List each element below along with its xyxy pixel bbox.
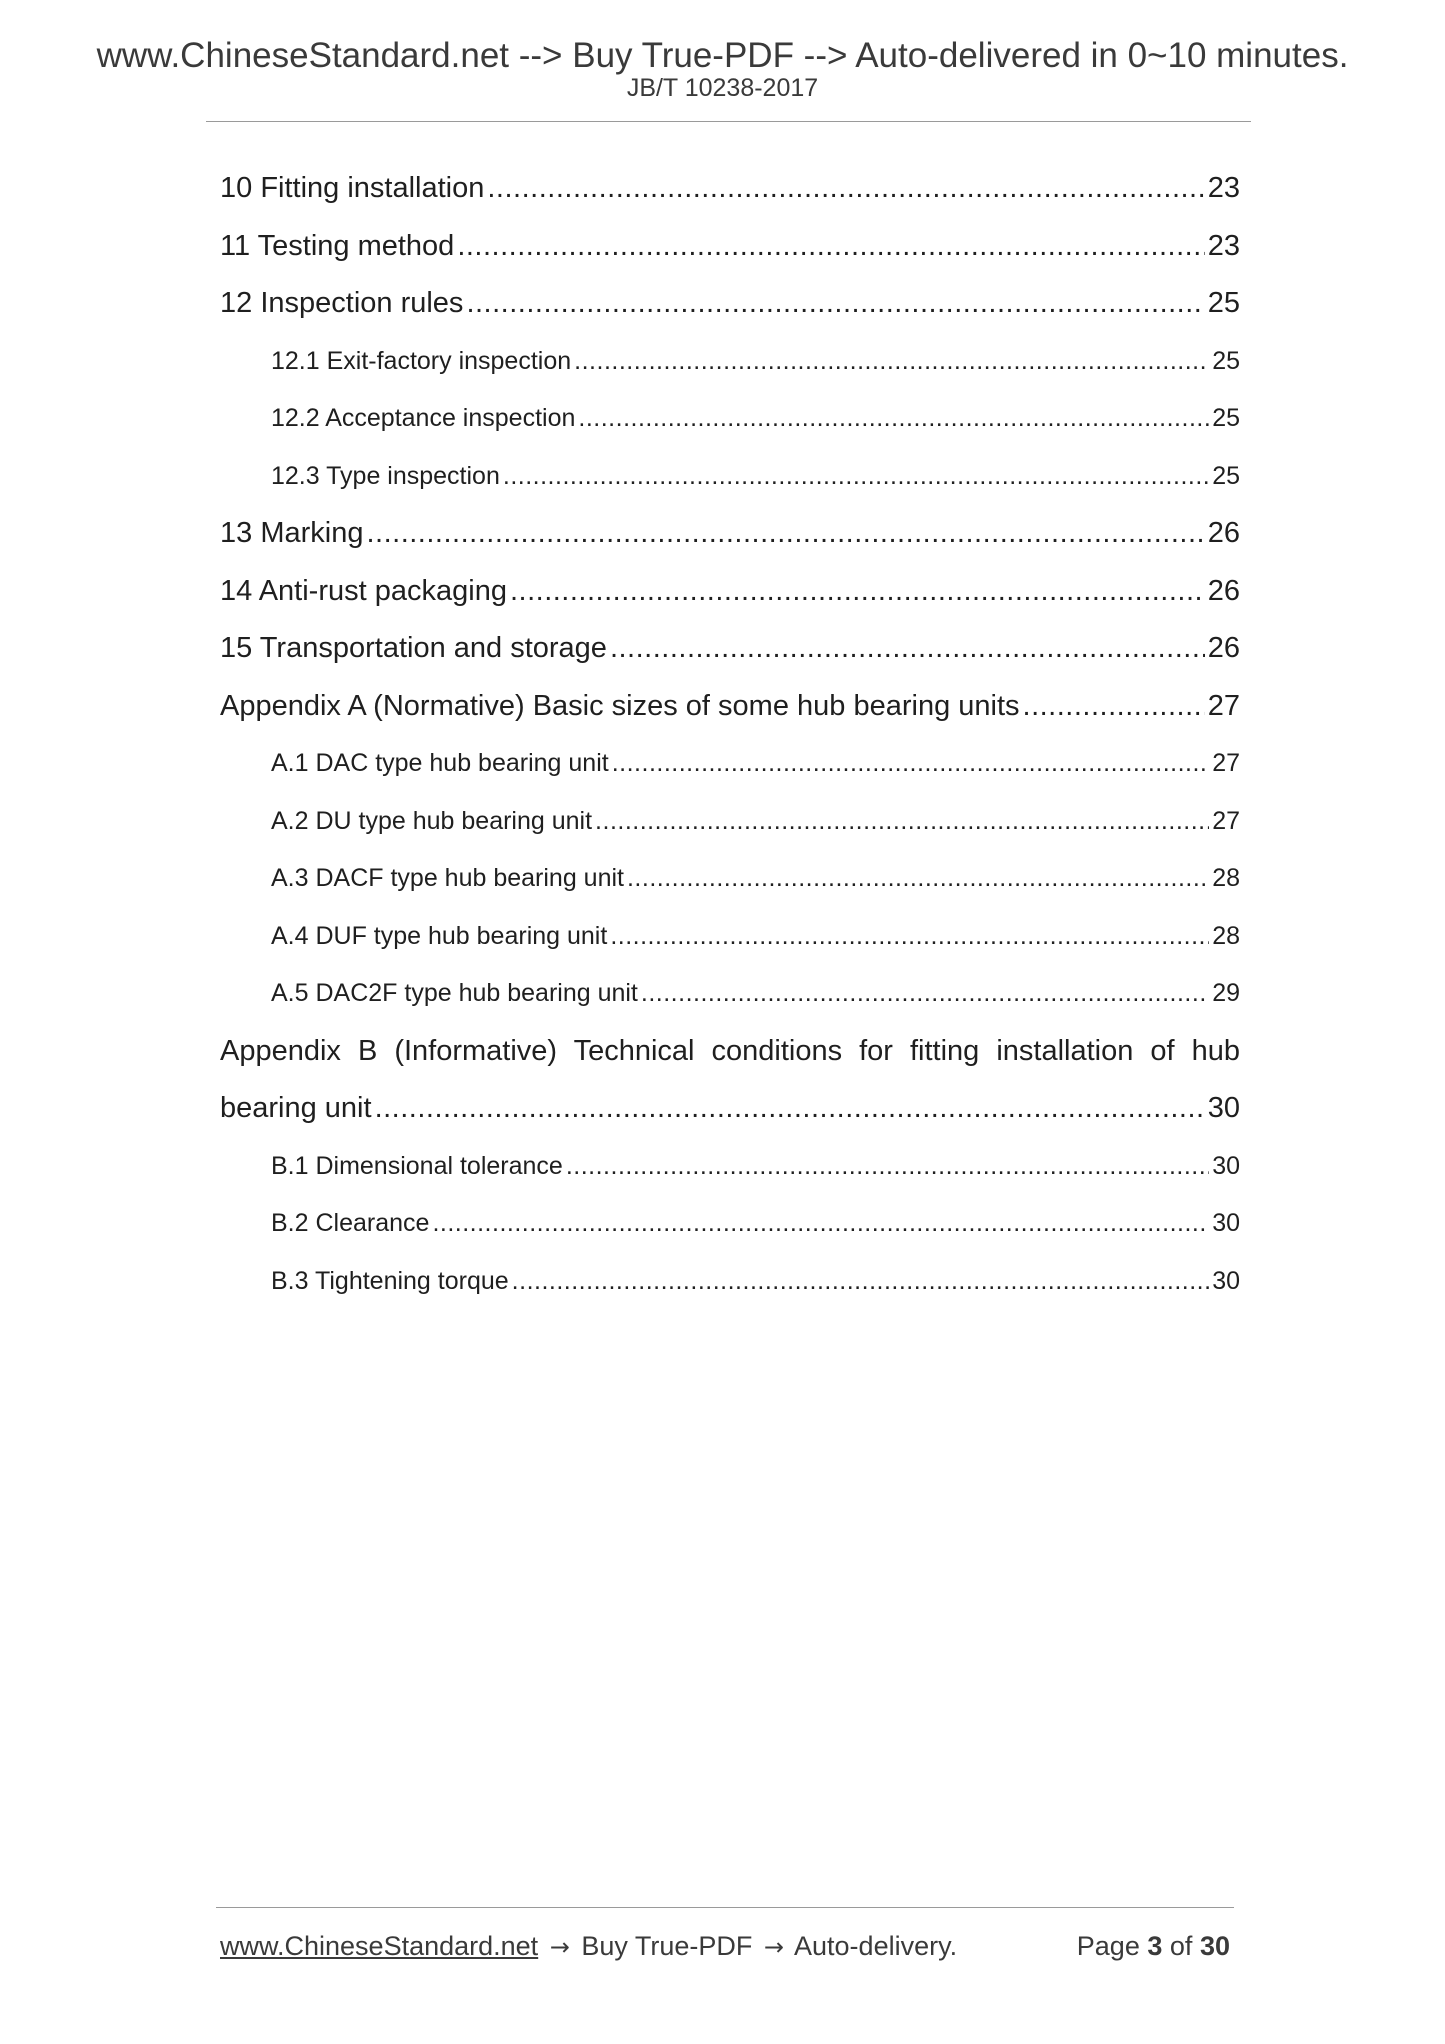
toc-entry-page: 23 (1207, 172, 1240, 204)
toc-leader-dots (503, 448, 1209, 506)
toc-entry[interactable] (220, 620, 1240, 678)
toc-leader-dots (574, 333, 1209, 391)
toc-subentry[interactable] (220, 1138, 1240, 1196)
toc-entry-title: bearing unit (220, 1092, 372, 1124)
toc-entry[interactable] (220, 678, 1240, 736)
toc-entry-title: 12 Inspection rules (220, 287, 464, 319)
toc-leader-dots (512, 1253, 1210, 1311)
footer-delivery-text: Auto-delivery. (794, 1931, 958, 1961)
page-footer (220, 1926, 1230, 1966)
page-current: 3 (1147, 1931, 1163, 1961)
toc-entry-page: 25 (1207, 287, 1240, 319)
toc-entry-page: 27 (1212, 806, 1240, 835)
toc-leader-dots (466, 275, 1204, 333)
toc-entry-page: 30 (1212, 1266, 1240, 1295)
footer-divider (216, 1907, 1234, 1908)
toc-entry-page: 27 (1207, 689, 1240, 722)
toc-entry-page: 30 (1212, 1209, 1240, 1237)
page-of-label: of (1169, 1931, 1193, 1961)
toc-entry-page: 25 (1212, 404, 1240, 432)
toc-leader-dots (457, 218, 1204, 276)
toc-entry[interactable] (220, 1080, 1240, 1138)
toc-entry[interactable] (220, 218, 1240, 276)
toc-leader-dots (487, 160, 1204, 218)
table-of-contents (220, 160, 1240, 1310)
toc-entry-title: A.1 DAC type hub bearing unit (271, 749, 609, 777)
toc-entry-page: 28 (1212, 921, 1240, 950)
toc-leader-dots (610, 620, 1205, 678)
header-banner: www.ChineseStandard.net --> Buy True-PDF --> Auto-delivered in 0~10 minutes. (96, 36, 1349, 75)
toc-entry[interactable] (220, 275, 1240, 333)
toc-subentry[interactable] (220, 448, 1240, 506)
toc-entry-title: 10 Fitting installation (220, 172, 485, 204)
toc-subentry[interactable] (220, 850, 1240, 908)
document-code: JB/T 10238-2017 (626, 74, 819, 102)
toc-entry-page: 29 (1212, 979, 1240, 1007)
toc-entry-title: 14 Anti-rust packaging (220, 574, 507, 607)
toc-entry-page: 30 (1212, 1151, 1240, 1180)
toc-entry-title: A.4 DUF type hub bearing unit (271, 921, 608, 950)
toc-entry-title: 12.1 Exit-factory inspection (271, 346, 572, 375)
toc-entry-title: A.5 DAC2F type hub bearing unit (271, 979, 638, 1007)
right-arrow-icon: → (763, 1933, 784, 1961)
toc-entry-page: 28 (1212, 864, 1240, 892)
toc-subentry[interactable] (220, 1195, 1240, 1253)
toc-entry-page: 26 (1207, 517, 1240, 549)
toc-leader-dots (627, 850, 1209, 908)
toc-leader-dots (375, 1080, 1205, 1138)
toc-entry-title: Appendix A (Normative) Basic sizes of some hub bearing units (220, 689, 1020, 722)
toc-entry-title: B.1 Dimensional tolerance (271, 1151, 563, 1180)
right-arrow-icon: → (549, 1933, 570, 1961)
toc-subentry[interactable] (220, 1253, 1240, 1311)
toc-entry-title: A.2 DU type hub bearing unit (271, 806, 593, 835)
toc-leader-dots (610, 908, 1209, 966)
footer-site-link[interactable]: www.ChineseStandard.net (220, 1931, 539, 1961)
toc-leader-dots (595, 793, 1209, 851)
toc-entry[interactable] (220, 505, 1240, 563)
page-total: 30 (1199, 1931, 1230, 1961)
toc-leader-dots (566, 1138, 1209, 1196)
toc-subentry[interactable] (220, 793, 1240, 851)
toc-entry-page: 26 (1207, 632, 1240, 664)
toc-leader-dots (366, 505, 1204, 563)
toc-entry-title: 13 Marking (220, 517, 364, 549)
toc-entry-page: 25 (1212, 346, 1240, 375)
page-number (1077, 1926, 1230, 1966)
toc-entry-title: 15 Transportation and storage (220, 632, 607, 664)
toc-leader-dots (432, 1195, 1209, 1253)
toc-entry-title: B.3 Tightening torque (271, 1266, 509, 1295)
toc-entry-title: 12.2 Acceptance inspection (271, 404, 576, 432)
toc-entry-page: 26 (1207, 574, 1240, 607)
footer-links (220, 1926, 957, 1967)
toc-entry-page: 30 (1207, 1092, 1240, 1124)
toc-entry-page: 23 (1207, 229, 1240, 262)
toc-subentry[interactable] (220, 333, 1240, 391)
toc-subentry[interactable] (220, 735, 1240, 793)
toc-subentry[interactable] (220, 390, 1240, 448)
toc-subentry[interactable] (220, 965, 1240, 1023)
toc-leader-dots (578, 390, 1209, 448)
toc-leader-dots (641, 965, 1209, 1023)
toc-leader-dots (1023, 678, 1205, 736)
toc-entry[interactable] (220, 563, 1240, 621)
toc-subentry[interactable] (220, 908, 1240, 966)
toc-entry-page: 27 (1212, 749, 1240, 777)
toc-entry-title: A.3 DACF type hub bearing unit (271, 864, 624, 892)
toc-entry-title: 12.3 Type inspection (271, 461, 500, 490)
toc-entry-title-line1[interactable]: Appendix B (Informative) Technical conditions for fitting installation of hub (220, 1034, 1240, 1067)
toc-entry[interactable] (220, 160, 1240, 218)
toc-entry-title: 11 Testing method (220, 229, 455, 262)
toc-entry-title: B.2 Clearance (271, 1209, 430, 1237)
toc-entry-page: 25 (1212, 461, 1240, 490)
footer-buy-text: Buy True-PDF (581, 1931, 753, 1961)
toc-leader-dots (612, 735, 1209, 793)
toc-leader-dots (510, 563, 1205, 621)
header-divider (206, 121, 1251, 122)
page-label: Page (1076, 1931, 1140, 1961)
